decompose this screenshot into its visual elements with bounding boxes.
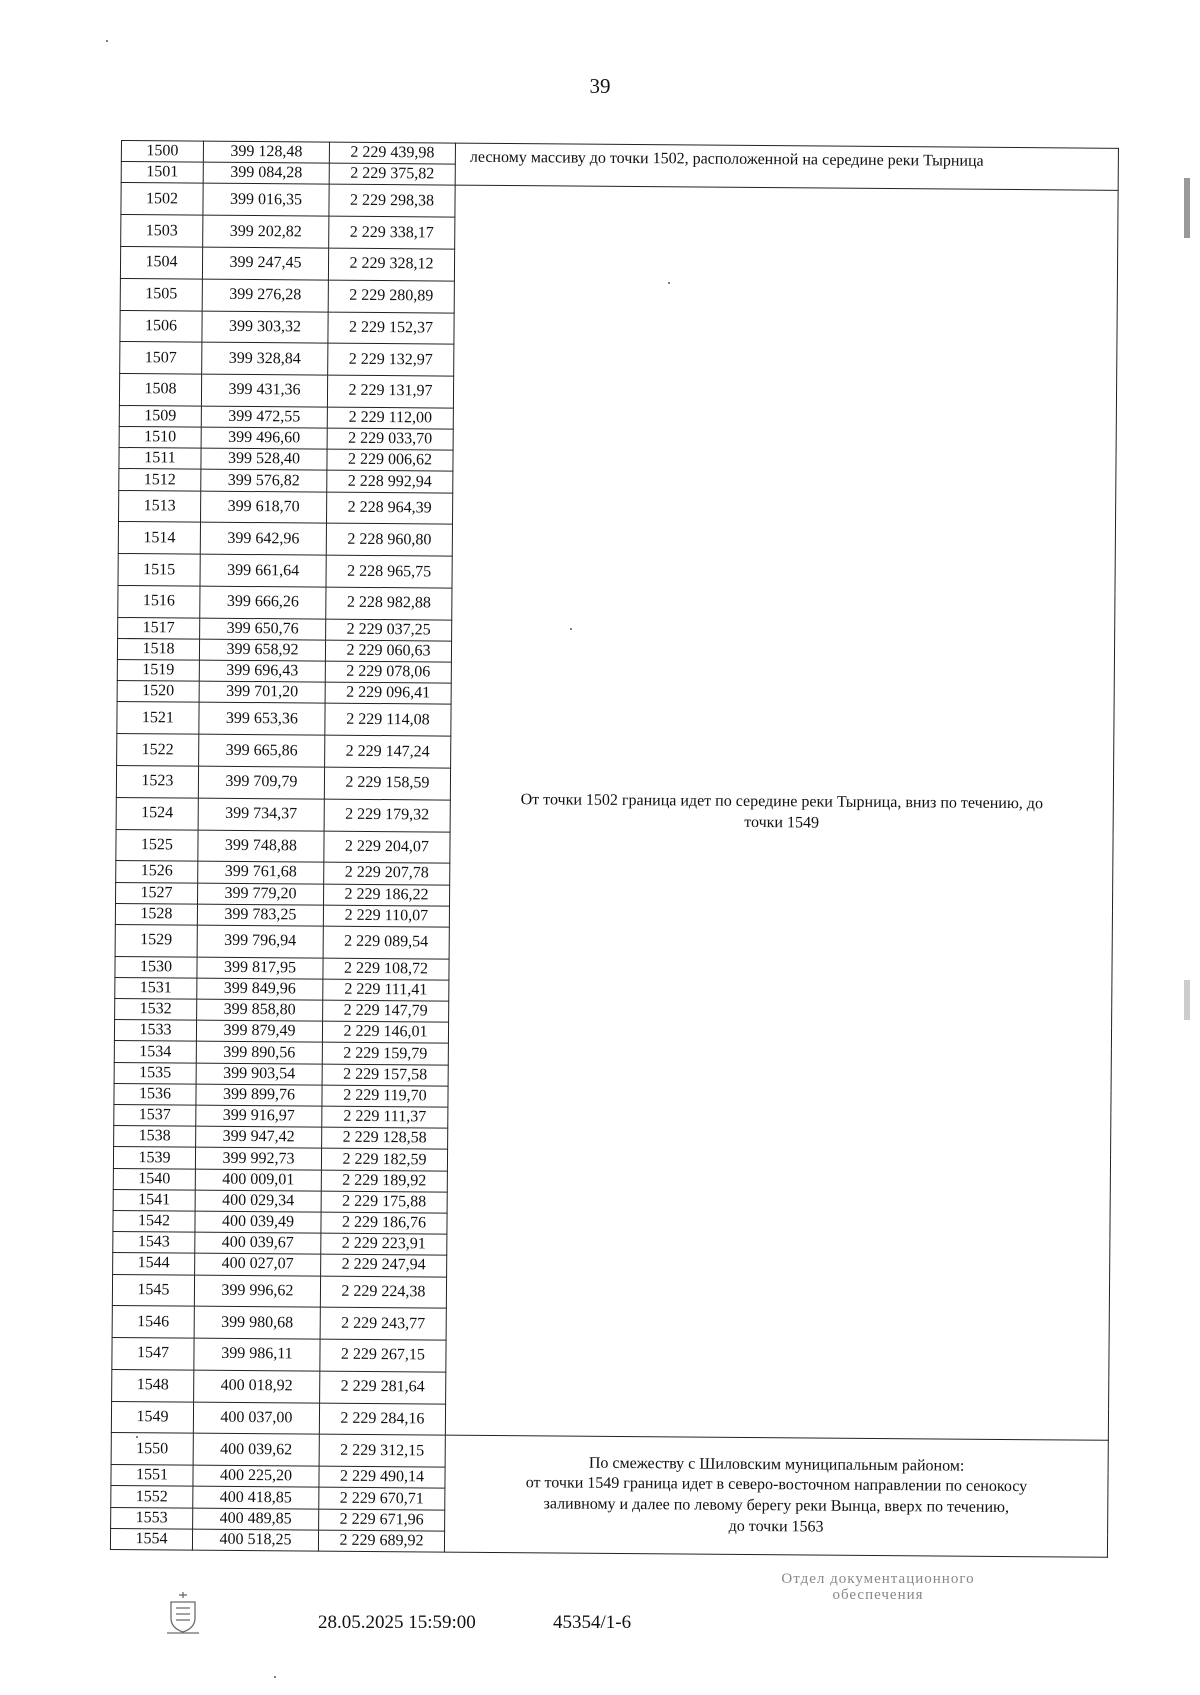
y-coordinate: 2 229 147,24 [325, 735, 451, 768]
x-coordinate: 399 817,95 [197, 957, 323, 979]
x-coordinate: 400 225,20 [193, 1465, 319, 1487]
description-line: точки 1549 [744, 813, 820, 832]
x-coordinate: 399 576,82 [201, 470, 327, 492]
x-coordinate: 399 472,55 [201, 406, 327, 428]
y-coordinate: 2 229 243,77 [320, 1307, 446, 1340]
boundary-description [444, 1436, 1108, 1558]
point-number: 1504 [120, 246, 202, 278]
y-coordinate: 2 229 060,63 [325, 640, 451, 662]
y-coordinate: 2 229 328,12 [328, 248, 454, 281]
point-number: 1508 [119, 374, 201, 406]
x-coordinate: 399 276,28 [202, 279, 328, 312]
x-coordinate: 399 696,43 [199, 660, 325, 682]
x-coordinate: 399 431,36 [201, 374, 327, 407]
y-coordinate: 2 229 689,92 [318, 1530, 444, 1552]
x-coordinate: 399 084,28 [203, 162, 329, 184]
point-number: 1552 [111, 1486, 193, 1508]
x-coordinate: 400 039,62 [193, 1434, 319, 1467]
y-coordinate: 2 229 179,32 [324, 799, 450, 832]
point-number: 1527 [116, 882, 198, 904]
point-number: 1505 [120, 278, 202, 310]
y-coordinate: 2 228 982,88 [326, 587, 452, 620]
x-coordinate: 399 528,40 [201, 448, 327, 470]
scan-edge-artifact [1184, 980, 1190, 1020]
point-number: 1547 [112, 1338, 194, 1370]
y-coordinate: 2 229 146,01 [322, 1021, 448, 1043]
point-number: 1526 [116, 861, 198, 883]
y-coordinate: 2 229 298,38 [329, 185, 455, 218]
x-coordinate: 400 037,00 [193, 1402, 319, 1435]
scan-speck [106, 40, 108, 42]
y-coordinate: 2 229 204,07 [324, 831, 450, 864]
y-coordinate: 2 229 037,25 [326, 619, 452, 641]
description-line: По смежеству с Шиловским муниципальным районом: [588, 1454, 965, 1475]
y-coordinate: 2 229 490,14 [319, 1466, 445, 1488]
point-number: 1540 [113, 1168, 195, 1190]
point-number: 1506 [120, 310, 202, 342]
point-number: 1541 [113, 1189, 195, 1211]
point-number: 1548 [112, 1369, 194, 1401]
y-coordinate: 2 229 112,00 [327, 407, 453, 429]
point-number: 1529 [115, 924, 197, 956]
point-number: 1507 [120, 342, 202, 374]
point-number: 1550 [111, 1433, 193, 1465]
y-coordinate: 2 229 224,38 [320, 1276, 446, 1309]
scan-edge-artifact [1184, 178, 1190, 238]
document-datetime: 28.05.2025 15:59:00 [318, 1612, 476, 1633]
x-coordinate: 399 849,96 [197, 978, 323, 1000]
y-coordinate: 2 228 965,75 [326, 555, 452, 588]
x-coordinate: 399 642,96 [200, 523, 326, 556]
x-coordinate: 399 303,32 [202, 311, 328, 344]
x-coordinate: 400 039,49 [195, 1211, 321, 1233]
point-number: 1535 [114, 1062, 196, 1084]
y-coordinate: 2 229 078,06 [325, 661, 451, 683]
y-coordinate: 2 229 175,88 [321, 1191, 447, 1213]
point-number: 1516 [118, 585, 200, 617]
x-coordinate: 400 018,92 [194, 1370, 320, 1403]
point-number: 1528 [115, 903, 197, 925]
x-coordinate: 400 027,07 [195, 1253, 321, 1275]
point-number: 1542 [113, 1210, 195, 1232]
y-coordinate: 2 229 033,70 [327, 428, 453, 450]
scan-speck [570, 628, 572, 630]
x-coordinate: 399 650,76 [200, 618, 326, 640]
x-coordinate: 399 779,20 [198, 883, 324, 905]
x-coordinate: 399 665,86 [199, 734, 325, 767]
point-number: 1554 [110, 1528, 192, 1550]
page-number: 39 [589, 74, 611, 98]
point-number: 1543 [113, 1232, 195, 1254]
x-coordinate: 399 666,26 [200, 586, 326, 619]
x-coordinate: 399 947,42 [196, 1126, 322, 1148]
y-coordinate: 2 229 096,41 [325, 682, 451, 704]
description-line: От точки 1502 граница идет по середине реки Тырница, вниз по течению, до [520, 791, 1044, 813]
y-coordinate: 2 229 157,58 [322, 1064, 448, 1086]
y-coordinate: 2 229 128,58 [322, 1127, 448, 1149]
y-coordinate: 2 229 267,15 [320, 1339, 446, 1372]
x-coordinate: 399 653,36 [199, 703, 325, 736]
y-coordinate: 2 229 119,70 [322, 1085, 448, 1107]
scan-speck [668, 282, 670, 284]
x-coordinate: 399 783,25 [197, 904, 323, 926]
scan-speck [136, 1436, 138, 1438]
x-coordinate: 399 748,88 [198, 830, 324, 863]
point-number: 1512 [119, 469, 201, 491]
y-coordinate: 2 229 110,07 [323, 905, 449, 927]
x-coordinate: 399 658,92 [199, 639, 325, 661]
point-number: 1537 [114, 1105, 196, 1127]
point-number: 1525 [116, 829, 198, 861]
point-number: 1530 [115, 956, 197, 978]
point-number: 1531 [115, 977, 197, 999]
y-coordinate: 2 229 114,08 [325, 704, 451, 737]
y-coordinate: 2 229 131,97 [327, 375, 453, 408]
point-number: 1532 [115, 999, 197, 1021]
point-number: 1538 [114, 1126, 196, 1148]
y-coordinate: 2 229 207,78 [324, 862, 450, 884]
y-coordinate: 2 229 338,17 [329, 216, 455, 249]
x-coordinate: 399 661,64 [200, 554, 326, 587]
y-coordinate: 2 229 182,59 [321, 1149, 447, 1171]
x-coordinate: 399 709,79 [198, 766, 324, 799]
point-number: 1518 [117, 638, 199, 660]
x-coordinate: 399 980,68 [194, 1306, 320, 1339]
x-coordinate: 399 858,80 [197, 999, 323, 1021]
y-coordinate: 2 229 189,92 [321, 1170, 447, 1192]
point-number: 1510 [119, 427, 201, 449]
x-coordinate: 400 518,25 [192, 1529, 318, 1551]
x-coordinate: 400 418,85 [193, 1487, 319, 1509]
description-line: до точки 1563 [728, 1517, 824, 1536]
x-coordinate: 399 701,20 [199, 681, 325, 703]
y-coordinate: 2 229 147,79 [323, 1000, 449, 1022]
y-coordinate: 2 228 960,80 [326, 524, 452, 557]
y-coordinate: 2 229 186,76 [321, 1212, 447, 1234]
y-coordinate: 2 229 281,64 [320, 1371, 446, 1404]
document-number: 45354/1-6 [553, 1612, 632, 1633]
x-coordinate: 400 039,67 [195, 1232, 321, 1254]
y-coordinate: 2 229 284,16 [319, 1403, 445, 1436]
x-coordinate: 399 618,70 [200, 491, 326, 524]
point-number: 1524 [116, 797, 198, 829]
y-coordinate: 2 229 670,71 [319, 1488, 445, 1510]
y-coordinate: 2 229 671,96 [319, 1509, 445, 1531]
scan-speck [274, 1676, 276, 1678]
point-number: 1553 [111, 1507, 193, 1529]
point-number: 1509 [119, 405, 201, 427]
y-coordinate: 2 229 108,72 [323, 958, 449, 980]
stamp-line-2: обеспечения [832, 1586, 924, 1603]
x-coordinate: 399 916,97 [196, 1105, 322, 1127]
y-coordinate: 2 229 158,59 [324, 767, 450, 800]
y-coordinate: 2 229 439,98 [329, 142, 455, 164]
description-line: лесному массиву до точки 1502, расположенной на середине реки Тырница [469, 148, 984, 170]
x-coordinate: 399 328,84 [202, 342, 328, 375]
x-coordinate: 399 128,48 [203, 141, 329, 163]
x-coordinate: 400 009,01 [195, 1169, 321, 1191]
point-number: 1551 [111, 1465, 193, 1487]
y-coordinate: 2 228 964,39 [326, 492, 452, 525]
stamp-line-1: Отдел документационного [781, 1571, 975, 1587]
y-coordinate: 2 229 132,97 [328, 343, 454, 376]
point-number: 1536 [114, 1083, 196, 1105]
boundary-description [455, 143, 1118, 191]
y-coordinate: 2 229 186,22 [323, 884, 449, 906]
point-number: 1544 [113, 1253, 195, 1275]
point-number: 1546 [112, 1306, 194, 1338]
point-number: 1503 [121, 215, 203, 247]
x-coordinate: 399 992,73 [195, 1148, 321, 1170]
point-number: 1534 [114, 1041, 196, 1063]
x-coordinate: 400 489,85 [193, 1508, 319, 1530]
x-coordinate: 399 016,35 [203, 184, 329, 217]
description-line: от точки 1549 граница идет в северо-восточном направлении по сенокосу [525, 1474, 1028, 1496]
y-coordinate: 2 229 280,89 [328, 280, 454, 313]
department-stamp [728, 1572, 1028, 1604]
x-coordinate: 399 903,54 [196, 1063, 322, 1085]
y-coordinate: 2 229 159,79 [322, 1043, 448, 1065]
point-number: 1502 [121, 183, 203, 215]
x-coordinate: 399 986,11 [194, 1338, 320, 1371]
boundary-coordinates-table [110, 140, 1119, 1558]
y-coordinate: 2 229 312,15 [319, 1435, 445, 1468]
y-coordinate: 2 229 375,82 [329, 163, 455, 185]
description-line: заливному и далее по левому берегу реки Вынца, вверх по течению, [543, 1495, 1010, 1517]
point-number: 1539 [113, 1147, 195, 1169]
coat-of-arms-icon [163, 1590, 203, 1639]
y-coordinate: 2 229 247,94 [321, 1254, 447, 1276]
x-coordinate: 399 899,76 [196, 1084, 322, 1106]
y-coordinate: 2 229 152,37 [328, 312, 454, 345]
y-coordinate: 2 228 992,94 [327, 471, 453, 493]
x-coordinate: 399 890,56 [196, 1042, 322, 1064]
point-number: 1521 [117, 702, 199, 734]
x-coordinate: 399 247,45 [202, 247, 328, 280]
point-number: 1533 [114, 1020, 196, 1042]
y-coordinate: 2 229 223,91 [321, 1233, 447, 1255]
y-coordinate: 2 229 006,62 [327, 449, 453, 471]
point-number: 1515 [118, 554, 200, 586]
x-coordinate: 399 996,62 [194, 1275, 320, 1308]
point-number: 1545 [112, 1274, 194, 1306]
point-number: 1501 [121, 162, 203, 184]
point-number: 1500 [121, 141, 203, 163]
x-coordinate: 399 879,49 [196, 1020, 322, 1042]
y-coordinate: 2 229 089,54 [323, 926, 449, 959]
x-coordinate: 400 029,34 [195, 1190, 321, 1212]
boundary-description [445, 186, 1118, 1441]
point-number: 1519 [117, 660, 199, 682]
point-number: 1513 [119, 490, 201, 522]
x-coordinate: 399 796,94 [197, 925, 323, 958]
x-coordinate: 399 761,68 [198, 862, 324, 884]
y-coordinate: 2 229 111,41 [323, 979, 449, 1001]
y-coordinate: 2 229 111,37 [322, 1106, 448, 1128]
x-coordinate: 399 496,60 [201, 427, 327, 449]
point-number: 1520 [117, 681, 199, 703]
point-number: 1511 [119, 448, 201, 470]
x-coordinate: 399 202,82 [203, 215, 329, 248]
point-number: 1517 [118, 617, 200, 639]
point-number: 1522 [117, 734, 199, 766]
point-number: 1523 [116, 766, 198, 798]
point-number: 1514 [118, 522, 200, 554]
x-coordinate: 399 734,37 [198, 798, 324, 831]
point-number: 1549 [111, 1401, 193, 1433]
